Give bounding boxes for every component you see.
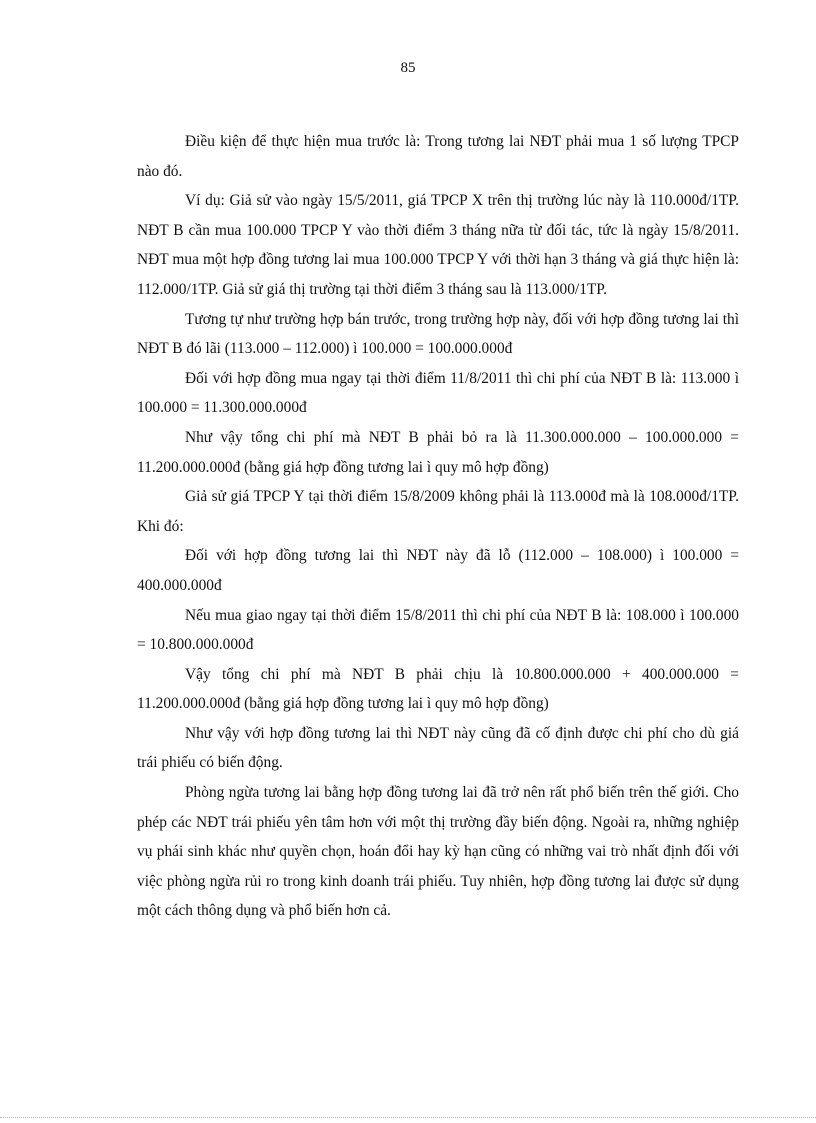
paragraph-10: Như vậy với hợp đồng tương lai thì NĐT này cũng đã cố định được chi phí cho dù giá trái phiếu có biến động. [137, 724, 739, 772]
paragraph-4: Đối với hợp đồng mua ngay tại thời điểm 11/8/2011 thì chi phí của NĐT B là: 113.000 ì 100.000 = 11.300.000.000đ [137, 369, 739, 417]
paragraph-5: Như vậy tổng chi phí mà NĐT B phải bỏ ra là 11.300.000.000 – 100.000.000 = 11.200.000.000đ (bằng giá hợp đồng tương lai ì quy mô hợp đồng) [137, 428, 739, 476]
paragraph-3: Tương tự như trường hợp bán trước, trong trường hợp này, đối với hợp đồng tương lai thì NĐT B đó lãi (113.000 – 112.000) ì 100.000 = 100.000.000đ [137, 310, 739, 358]
paragraph-11: Phòng ngừa tương lai bằng hợp đồng tương lai đã trở nên rất phổ biến trên thế giới. Cho phép các NĐT trái phiếu yên tâm hơn với một thị trường đầy biến động. Ngoài ra, những nghiệp vụ phái sinh khác như quyền chọn, hoán đổi hay kỳ hạn cũng có những vai trò nhất định đối với việc phòng ngừa rủi ro trong kinh doanh trái phiếu. Tuy nhiên, hợp đồng tương lai được sử dụng một cách thông dụng và phổ biến hơn cả. [137, 784, 739, 920]
paragraph-9: Vậy tổng chi phí mà NĐT B phải chịu là 10.800.000.000 + 400.000.000 = 11.200.000.000đ (bằng giá hợp đồng tương lai ì quy mô hợp đồng) [137, 665, 739, 713]
page-bottom-divider [0, 1117, 816, 1118]
paragraph-2: Ví dụ: Giả sử vào ngày 15/5/2011, giá TPCP X trên thị trường lúc này là 110.000đ/1TP. NĐT B cần mua 100.000 TPCP Y vào thời điểm 3 tháng nữa từ đối tác, tức là ngày 15/8/2011. NĐT mua một hợp đồng tương lai mua 100.000 TPCP Y với thời hạn 3 tháng và giá thực hiện là: 112.000/1TP. Giả sử giá thị trường tại thời điểm 3 tháng sau là 113.000/1TP. [137, 192, 739, 298]
page-number: 85 [400, 60, 416, 76]
paragraph-6: Giả sử giá TPCP Y tại thời điểm 15/8/2009 không phải là 113.000đ mà là 108.000đ/1TP. Khi đó: [137, 488, 739, 535]
paragraph-1: Điều kiện để thực hiện mua trước là: Trong tương lai NĐT phải mua 1 số lượng TPCP nào đó. [137, 133, 739, 180]
paragraph-7: Đối với hợp đồng tương lai thì NĐT này đã lỗ (112.000 – 108.000) ì 100.000 = 400.000.000đ [137, 547, 739, 594]
body-text [137, 127, 739, 926]
paragraph-8: Nếu mua giao ngay tại thời điểm 15/8/2011 thì chi phí của NĐT B là: 108.000 ì 100.000 = 10.800.000.000đ [137, 606, 739, 654]
